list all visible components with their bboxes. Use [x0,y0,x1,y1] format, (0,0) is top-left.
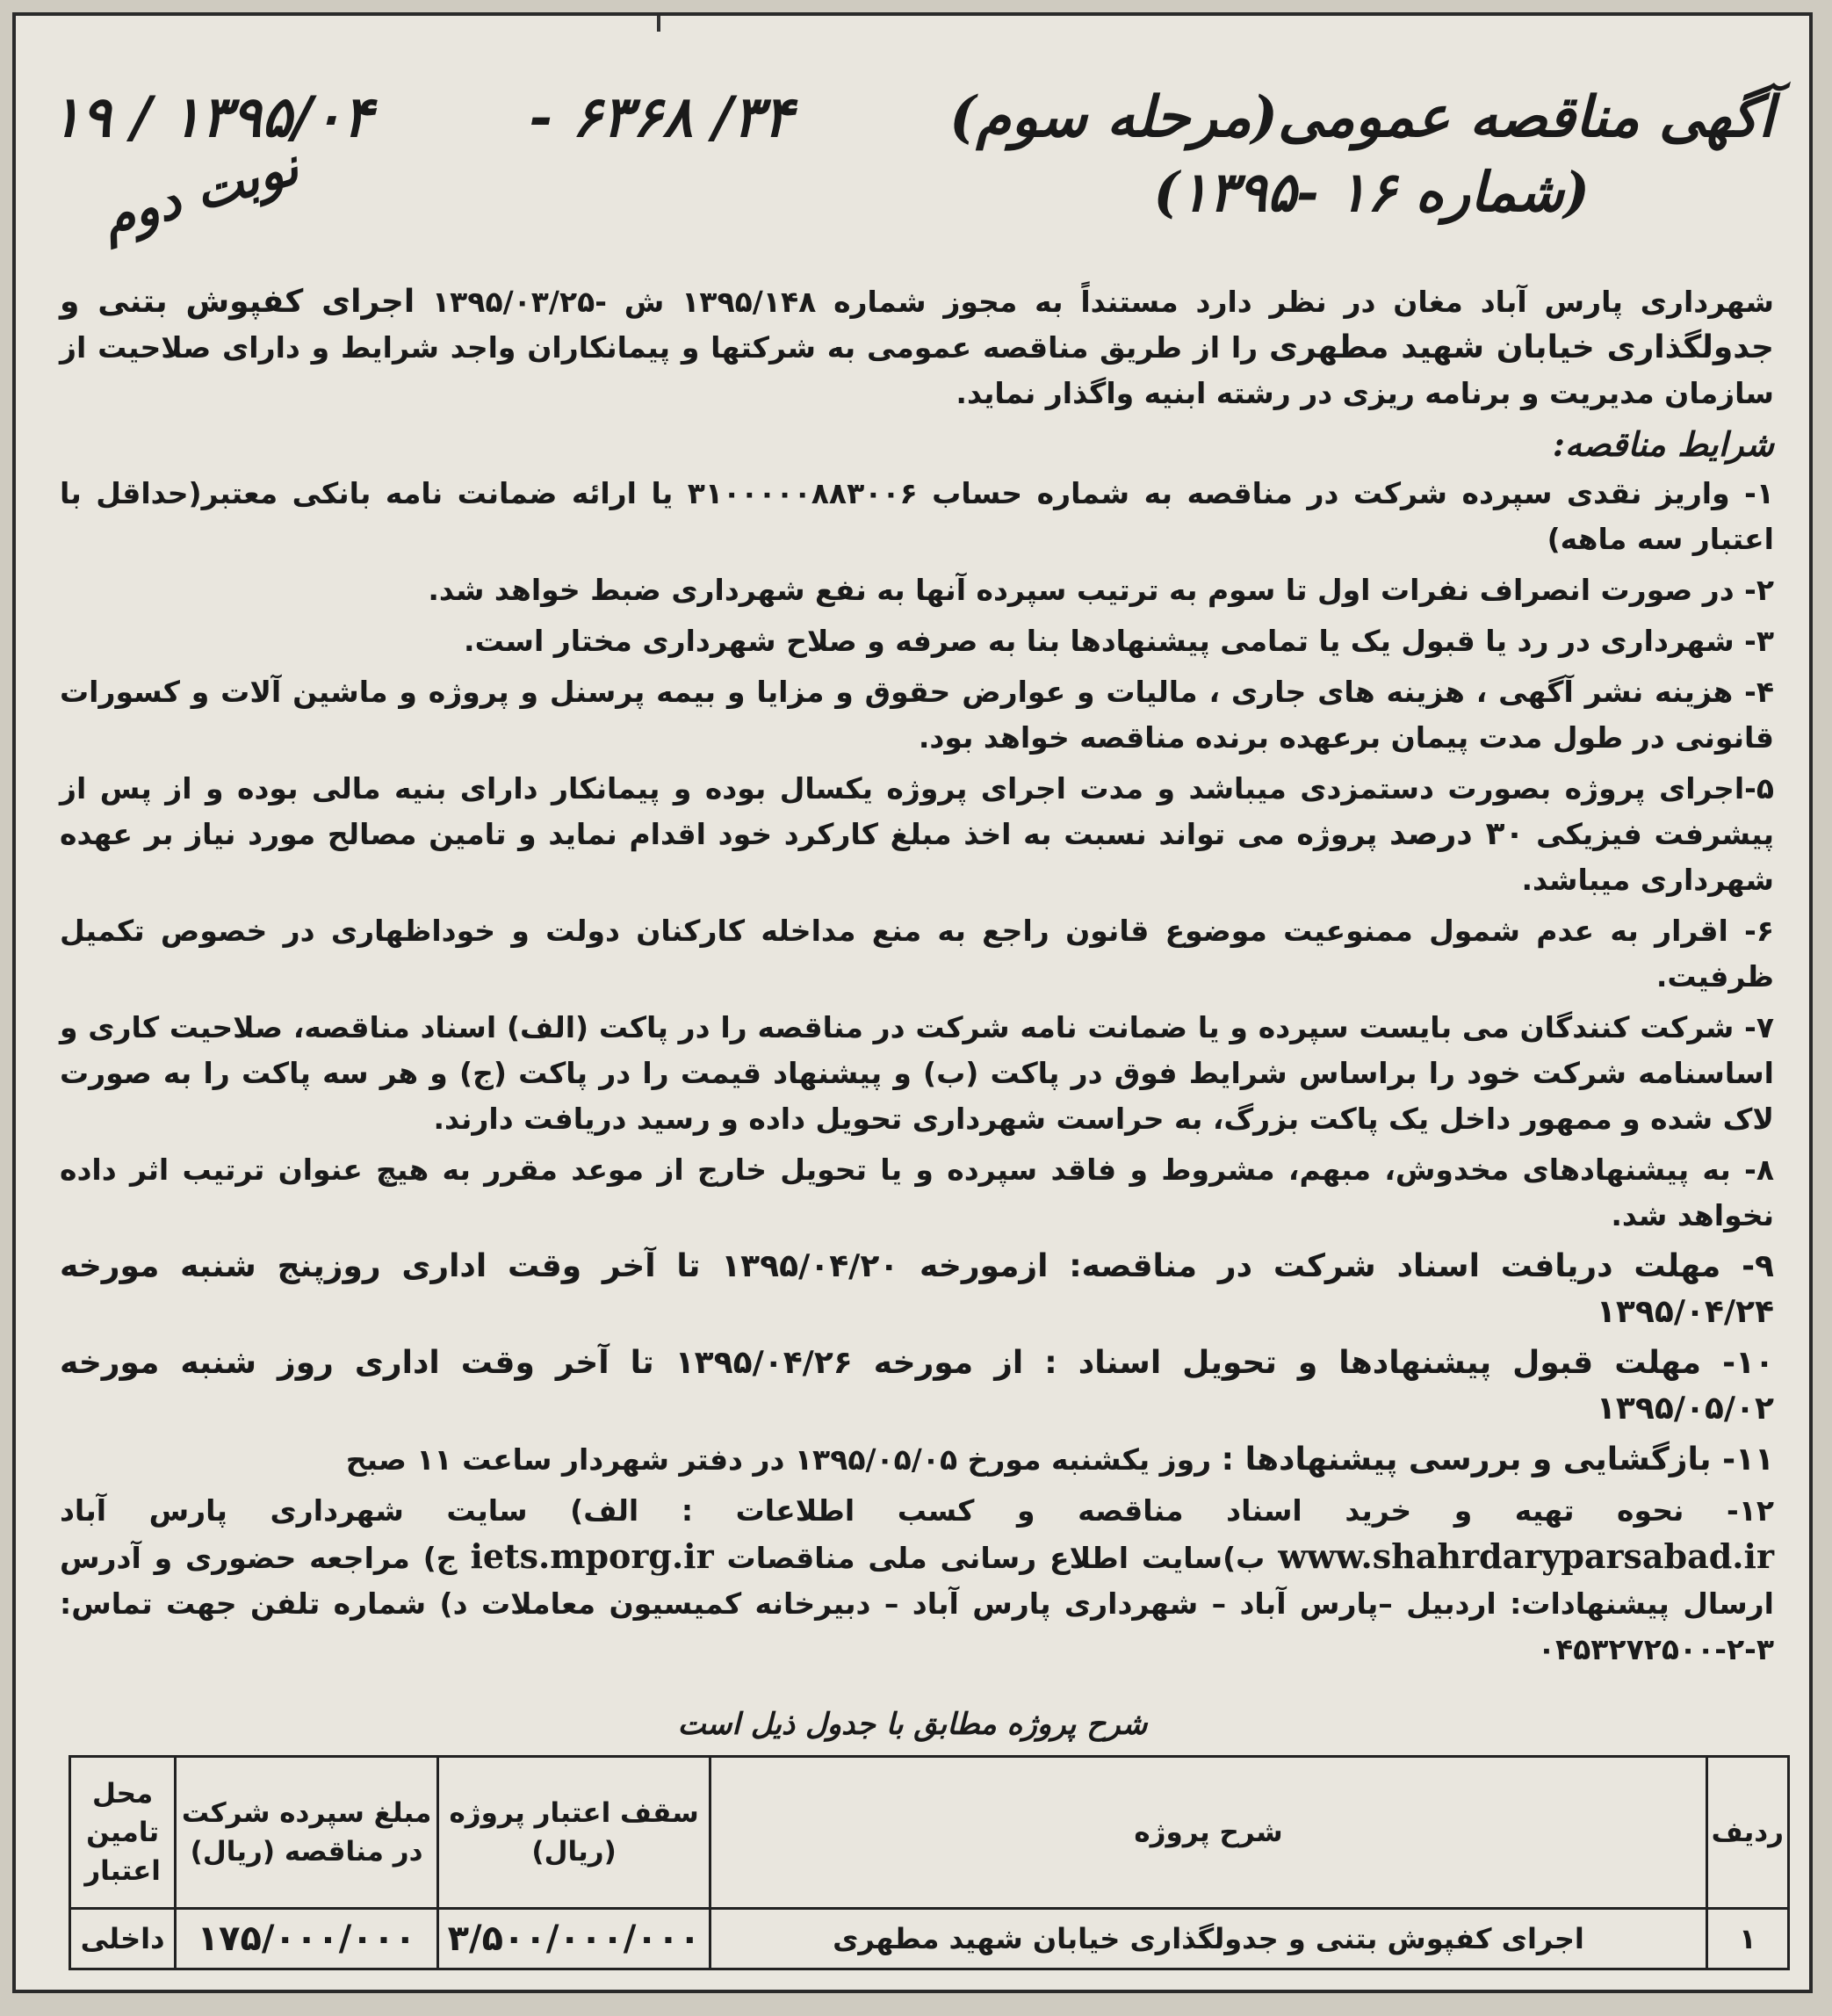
cell-row-number: ۱ [1706,1909,1788,1969]
header-description: شرح پروژه [710,1757,1706,1909]
condition-2: ۲- در صورت انصراف نفرات اول تا سوم به ترتیب سپرده آنها به نفع شهرداری ضبط خواهد شد. [428,573,1774,607]
header-row-number: ردیف [1706,1757,1788,1909]
website-link: www.shahrdaryparsabad.ir [1278,1536,1774,1576]
tender-site-link: iets.mporg.ir [470,1536,714,1576]
column-rule [657,16,660,32]
table-caption: شرح پروژه مطابق با جدول ذیل است [677,1707,1148,1742]
condition-6: ۶- اقرار به عدم شمول ممنوعیت موضوع قانون راجع به منع مداخله کارکنان دولت و خوداظهاری در خصوص تکمیل ظرفیت. [60,914,1774,994]
cell-credit-cap: ۳/۵۰۰/۰۰۰/۰۰۰ [437,1909,710,1969]
project-name: اجرای کفپوش بتنی و جدولگذاری خیابان شهید مطهری [60,284,1774,365]
handwritten-stamp: نوبت دوم [95,135,306,249]
table-header-row [70,1757,1789,1909]
title-row [51,69,1774,165]
reference-date: ۱۳۹۵/۰۴ / ۱۹ [51,83,373,150]
notice-subtitle: (شماره ۱۶ -۱۳۹۵) [1153,159,1590,224]
condition-5: ۵-اجرای پروژه بصورت دستمزدی میباشد و مدت اجرای پروژه یکسال بوده و پیمانکار دارای بنیه مالی بوده و از پس از پیشرفت فیزیکی ۳۰ درصد پروژه می تواند نسبت به اخذ مبلغ کارکرد خود اقدام نماید و تامین مصالح مورد نیاز بر عهده شهرداری میباشد. [60,771,1774,897]
conditions-heading: شرایط مناقصه: [1552,424,1774,464]
condition-4: ۴- هزینه نشر آگهی ، هزینه های جاری ، مالیات و عوارض حقوق و مزایا و بیمه پرسنل و پروژه و ماشین آلات و کسورات قانونی در طول مدت پیمان برعهده برنده مناقصه خواهد بود. [60,675,1774,755]
condition-8: ۸- به پیشنهادهای مخدوش، مبهم، مشروط و فاقد سپرده و یا تحویل خارج از موعد مقرر به هیچ عنوان ترتیب اثر داده نخواهد شد. [60,1153,1774,1232]
intro-paragraph: شهرداری پارس آباد مغان در نظر دارد مستنداً به مجوز شماره ۱۳۹۵/۱۴۸ ش -۱۳۹۵/۰۳/۲۵ اجرای کفپوش بتنی و جدولگذاری خیابان شهید مطهری را از طریق مناقصه عمومی به شرکتها و پیمانکاران واجد شرایط و دارای صلاحیت از سازمان مدیریت و برنامه ریزی در رشته ابنیه واگذار نماید. [60,284,1774,410]
condition-3: ۳- شهرداری در رد یا قبول یک یا تمامی پیشنهادها بنا به صرفه و صلاح شهرداری مختار است. [464,624,1774,658]
condition-1: ۱- واریز نقدی سپرده شرکت در مناقصه به شماره حساب ۳۱۰۰۰۰۰۸۸۳۰۰۶ یا ارائه ضمانت نامه بانکی معتبر(حداقل با اعتبار سه ماهه) [60,476,1775,556]
notice-body [60,279,1774,1678]
cell-deposit: ۱۷۵/۰۰۰/۰۰۰ [176,1909,438,1969]
reference-number: ۳۴/ ۶۳۶۸ - [529,83,794,150]
header-credit-cap: سقف اعتبار پروژه (ریال) [437,1757,710,1909]
notice-title: آگهی مناقصه عمومی(مرحله سوم) [949,83,1774,150]
header-funding-source: محل تامین اعتبار [70,1757,176,1909]
table-row [70,1909,1789,1969]
condition-9: ۹- مهلت دریافت اسناد شرکت در مناقصه: ازمورخه ۱۳۹۵/۰۴/۲۰ تا آخر وقت اداری روزپنج شنبه مورخه ۱۳۹۵/۰۴/۲۴ [60,1248,1774,1330]
newspaper-clipping [12,12,1813,1993]
condition-7: ۷- شرکت کنندگان می بایست سپرده و یا ضمانت نامه شرکت در مناقصه را در پاکت (الف) اسناد مناقصه، صلاحیت کاری و اساسنامه شرکت خود را براساس شرایط فوق در پاکت (ب) و پیشنهاد قیمت را در پاکت (ج) و هر سه پاکت را به صورت لاک شده و ممهور داخل یک پاکت بزرگ، به حراست شهرداری تحویل داده و رسید دریافت دارند. [60,1010,1774,1136]
header-deposit: مبلغ سپرده شرکت در مناقصه (ریال) [176,1757,438,1909]
condition-10: ۱۰- مهلت قبول پیشنهادها و تحویل اسناد : از مورخه ۱۳۹۵/۰۴/۲۶ تا آخر وقت اداری روز شنبه مورخه ۱۳۹۵/۰۵/۰۲ [60,1345,1775,1427]
condition-11: ۱۱- بازگشایی و بررسی پیشنهادها : روز یکشنبه مورخ ۱۳۹۵/۰۵/۰۵ در دفتر شهردار ساعت ۱۱ صبح [345,1442,1774,1478]
condition-12: ۱۲- نحوه تهیه و خرید اسناد مناقصه و کسب اطلاعات : الف) سایت شهرداری پارس آباد www.shahrdaryparsabad.ir ب)سایت اطلاع رسانی ملی مناقصات iets.mporg.ir ج) مراجعه حضوری و آدرس ارسال پیشنهادات: اردبیل –پارس آباد – شهرداری پارس آباد – دبیرخانه کمیسیون معاملات د) شماره تلفن جهت تماس: ۳-۲-۰۴۵۳۲۷۲۵۰۰ [60,1493,1774,1666]
project-table [69,1755,1790,1970]
cell-funding-source: داخلی [70,1909,176,1969]
cell-description: اجرای کفپوش بتنی و جدولگذاری خیابان شهید مطهری [710,1909,1706,1969]
